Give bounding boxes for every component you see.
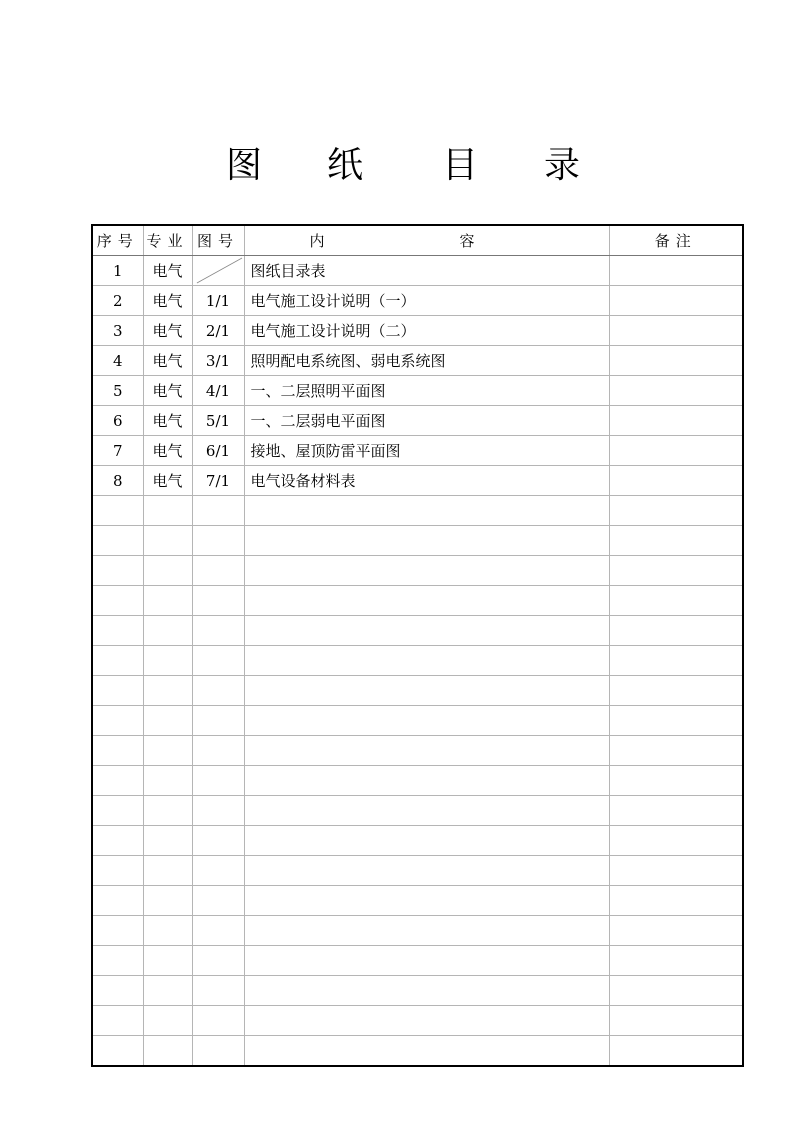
table-header-row: [92, 225, 743, 256]
empty-cell: [143, 796, 192, 826]
empty-cell: [192, 946, 244, 976]
empty-cell: [143, 736, 192, 766]
row-content: 照明配电系统图、弱电系统图: [244, 346, 609, 376]
row-seq: 4: [92, 346, 143, 376]
empty-cell: [192, 706, 244, 736]
row-discipline: 电气: [143, 376, 192, 406]
row-seq: 8: [92, 466, 143, 496]
row-content: 电气施工设计说明（二）: [244, 316, 609, 346]
empty-cell: [92, 886, 143, 916]
row-drawing-no: 6/1: [192, 436, 244, 466]
row-discipline: 电气: [143, 256, 192, 286]
table-row: [92, 256, 743, 286]
empty-cell: [143, 706, 192, 736]
empty-cell: [609, 946, 743, 976]
empty-cell: [192, 976, 244, 1006]
empty-cell: [92, 556, 143, 586]
header-note: 备注: [609, 225, 743, 256]
empty-row: [92, 1006, 743, 1036]
empty-row: [92, 976, 743, 1006]
row-content: 图纸目录表: [244, 256, 609, 286]
empty-cell: [92, 706, 143, 736]
row-note: [609, 406, 743, 436]
empty-cell: [609, 1006, 743, 1036]
empty-cell: [244, 556, 609, 586]
empty-cell: [192, 856, 244, 886]
row-note: [609, 256, 743, 286]
empty-cell: [143, 766, 192, 796]
empty-cell: [609, 976, 743, 1006]
empty-cell: [192, 646, 244, 676]
page-title: [0, 138, 785, 194]
table-body: [92, 256, 743, 1067]
empty-cell: [244, 1006, 609, 1036]
empty-cell: [92, 616, 143, 646]
empty-row: [92, 826, 743, 856]
empty-cell: [192, 1036, 244, 1067]
empty-row: [92, 766, 743, 796]
empty-cell: [92, 676, 143, 706]
empty-cell: [143, 586, 192, 616]
title-char: 纸: [327, 145, 364, 186]
empty-cell: [244, 706, 609, 736]
empty-cell: [244, 676, 609, 706]
empty-cell: [92, 766, 143, 796]
table-row: [92, 466, 743, 496]
header-discipline: 专业: [143, 225, 192, 256]
empty-cell: [244, 766, 609, 796]
empty-cell: [143, 526, 192, 556]
empty-cell: [92, 946, 143, 976]
empty-row: [92, 556, 743, 586]
row-note: [609, 286, 743, 316]
row-note: [609, 466, 743, 496]
row-seq: 2: [92, 286, 143, 316]
header-drawing-no: 图号: [192, 225, 244, 256]
row-discipline: 电气: [143, 316, 192, 346]
empty-cell: [143, 826, 192, 856]
row-seq: 3: [92, 316, 143, 346]
row-content: 接地、屋顶防雷平面图: [244, 436, 609, 466]
empty-cell: [192, 886, 244, 916]
row-content: 一、二层照明平面图: [244, 376, 609, 406]
empty-cell: [92, 796, 143, 826]
diagonal-slash: [193, 256, 244, 285]
empty-cell: [192, 616, 244, 646]
table-row: [92, 286, 743, 316]
empty-cell: [92, 856, 143, 886]
empty-cell: [192, 526, 244, 556]
title-char: 图: [226, 145, 263, 186]
row-discipline: 电气: [143, 436, 192, 466]
row-discipline: 电气: [143, 286, 192, 316]
empty-cell: [609, 856, 743, 886]
empty-cell: [244, 916, 609, 946]
empty-cell: [244, 736, 609, 766]
empty-cell: [192, 796, 244, 826]
empty-cell: [609, 556, 743, 586]
empty-cell: [192, 736, 244, 766]
empty-cell: [92, 1036, 143, 1067]
empty-cell: [143, 676, 192, 706]
row-seq: 5: [92, 376, 143, 406]
empty-cell: [92, 646, 143, 676]
empty-cell: [244, 886, 609, 916]
empty-cell: [92, 1006, 143, 1036]
table-row: [92, 316, 743, 346]
empty-cell: [192, 586, 244, 616]
empty-row: [92, 796, 743, 826]
empty-row: [92, 736, 743, 766]
empty-cell: [609, 496, 743, 526]
empty-cell: [244, 946, 609, 976]
empty-cell: [192, 916, 244, 946]
empty-cell: [609, 706, 743, 736]
empty-cell: [609, 886, 743, 916]
row-note: [609, 436, 743, 466]
empty-cell: [143, 1006, 192, 1036]
empty-cell: [92, 736, 143, 766]
empty-cell: [244, 1036, 609, 1067]
empty-cell: [192, 496, 244, 526]
empty-cell: [92, 586, 143, 616]
row-seq: 1: [92, 256, 143, 286]
empty-row: [92, 856, 743, 886]
empty-cell: [143, 976, 192, 1006]
empty-cell: [609, 616, 743, 646]
row-seq: 7: [92, 436, 143, 466]
row-drawing-no: 7/1: [192, 466, 244, 496]
empty-cell: [192, 1006, 244, 1036]
title-char: 目: [442, 145, 479, 186]
empty-row: [92, 706, 743, 736]
empty-cell: [143, 886, 192, 916]
empty-row: [92, 946, 743, 976]
empty-cell: [609, 646, 743, 676]
empty-cell: [244, 586, 609, 616]
empty-cell: [244, 976, 609, 1006]
empty-cell: [192, 826, 244, 856]
empty-row: [92, 886, 743, 916]
row-content: 电气设备材料表: [244, 466, 609, 496]
row-discipline: 电气: [143, 466, 192, 496]
header-seq: 序号: [92, 225, 143, 256]
empty-cell: [244, 526, 609, 556]
empty-row: [92, 1036, 743, 1067]
row-seq: 6: [92, 406, 143, 436]
empty-cell: [609, 916, 743, 946]
empty-cell: [609, 676, 743, 706]
empty-cell: [609, 526, 743, 556]
row-discipline: 电气: [143, 406, 192, 436]
empty-cell: [609, 766, 743, 796]
empty-row: [92, 916, 743, 946]
title-char: 录: [544, 145, 581, 186]
empty-cell: [143, 946, 192, 976]
empty-cell: [143, 496, 192, 526]
row-content: 一、二层弱电平面图: [244, 406, 609, 436]
row-note: [609, 316, 743, 346]
header-content-left: 内: [309, 232, 325, 250]
row-drawing-no: [192, 256, 244, 286]
empty-cell: [92, 916, 143, 946]
empty-cell: [244, 796, 609, 826]
empty-cell: [244, 616, 609, 646]
row-drawing-no: 2/1: [192, 316, 244, 346]
row-drawing-no: 3/1: [192, 346, 244, 376]
empty-cell: [244, 826, 609, 856]
empty-cell: [609, 796, 743, 826]
empty-cell: [143, 646, 192, 676]
empty-cell: [609, 736, 743, 766]
row-drawing-no: 5/1: [192, 406, 244, 436]
empty-row: [92, 496, 743, 526]
table-row: [92, 376, 743, 406]
empty-row: [92, 676, 743, 706]
table-row: [92, 436, 743, 466]
empty-cell: [609, 826, 743, 856]
empty-row: [92, 646, 743, 676]
empty-cell: [192, 676, 244, 706]
empty-cell: [192, 766, 244, 796]
empty-row: [92, 616, 743, 646]
row-note: [609, 376, 743, 406]
empty-cell: [143, 556, 192, 586]
empty-row: [92, 526, 743, 556]
empty-cell: [192, 556, 244, 586]
empty-cell: [609, 586, 743, 616]
empty-cell: [92, 976, 143, 1006]
table-row: [92, 346, 743, 376]
empty-cell: [143, 856, 192, 886]
row-drawing-no: 1/1: [192, 286, 244, 316]
empty-cell: [609, 1036, 743, 1067]
table-row: [92, 406, 743, 436]
empty-cell: [92, 826, 143, 856]
header-content: [244, 225, 609, 256]
empty-row: [92, 586, 743, 616]
row-drawing-no: 4/1: [192, 376, 244, 406]
row-note: [609, 346, 743, 376]
row-discipline: 电气: [143, 346, 192, 376]
row-content: 电气施工设计说明（一）: [244, 286, 609, 316]
header-content-right: 容: [459, 232, 475, 250]
empty-cell: [143, 616, 192, 646]
empty-cell: [143, 1036, 192, 1067]
empty-cell: [92, 526, 143, 556]
empty-cell: [244, 496, 609, 526]
empty-cell: [244, 856, 609, 886]
empty-cell: [244, 646, 609, 676]
empty-cell: [92, 496, 143, 526]
empty-cell: [143, 916, 192, 946]
drawing-list-table: [91, 224, 744, 1067]
